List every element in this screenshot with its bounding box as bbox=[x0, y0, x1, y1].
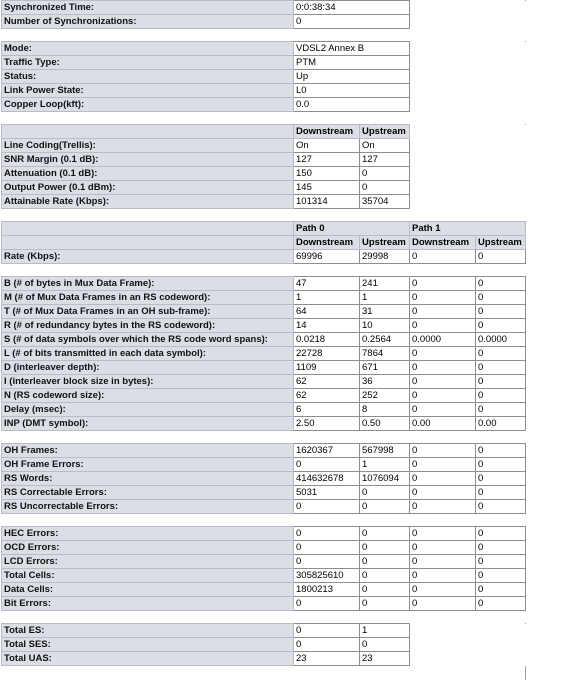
empty-cell bbox=[410, 167, 476, 181]
stat-value: 1109 bbox=[294, 361, 360, 375]
stat-row-copper-loop bbox=[2, 98, 526, 112]
stat-value: 62 bbox=[294, 389, 360, 403]
stat-label: OCD Errors: bbox=[2, 541, 294, 555]
stat-value: 0 bbox=[294, 458, 360, 472]
separator-cell bbox=[2, 112, 526, 125]
stat-value: 0 bbox=[410, 569, 476, 583]
stat-row-total-cells bbox=[2, 569, 526, 583]
stat-label: M (# of Mux Data Frames in an RS codeword): bbox=[2, 291, 294, 305]
stat-value: 0 bbox=[476, 250, 526, 264]
stat-row-total-uas bbox=[2, 652, 526, 666]
stat-value: 0 bbox=[476, 305, 526, 319]
stat-value: 145 bbox=[294, 181, 360, 195]
stat-value: 0 bbox=[476, 403, 526, 417]
stat-value: 0 bbox=[410, 347, 476, 361]
stat-value: 0 bbox=[410, 583, 476, 597]
stat-label: S (# of data symbols over which the RS code word spans): bbox=[2, 333, 294, 347]
stat-row-r bbox=[2, 319, 526, 333]
stat-row-mode bbox=[2, 42, 526, 56]
stat-value: 69996 bbox=[294, 250, 360, 264]
stat-value: 414632678 bbox=[294, 472, 360, 486]
upstream-header: Upstream bbox=[360, 236, 410, 250]
downstream-header: Downstream bbox=[410, 236, 476, 250]
section-separator bbox=[2, 514, 526, 527]
stat-value: Up bbox=[294, 70, 410, 84]
stat-value: 305825610 bbox=[294, 569, 360, 583]
stat-value: 0 bbox=[410, 305, 476, 319]
stat-value: 1 bbox=[294, 291, 360, 305]
empty-cell bbox=[410, 84, 526, 98]
stat-value: 0 bbox=[476, 444, 526, 458]
section-separator bbox=[2, 209, 526, 222]
stat-value: 127 bbox=[360, 153, 410, 167]
stat-value: 0 bbox=[410, 486, 476, 500]
empty-cell bbox=[410, 70, 526, 84]
stat-label: Traffic Type: bbox=[2, 56, 294, 70]
separator-cell bbox=[2, 514, 526, 527]
path-header-row bbox=[2, 222, 526, 236]
stat-value: 0 bbox=[294, 624, 360, 638]
stat-value: 0 bbox=[294, 638, 360, 652]
downstream-header: Downstream bbox=[294, 236, 360, 250]
downstream-header: Downstream bbox=[294, 125, 360, 139]
stat-value: 0 bbox=[360, 527, 410, 541]
stat-value: 29998 bbox=[360, 250, 410, 264]
empty-cell bbox=[410, 652, 476, 666]
stat-row-synchronized-time bbox=[2, 1, 526, 15]
empty-cell bbox=[476, 139, 526, 153]
path-0-header: Path 0 bbox=[294, 222, 410, 236]
section-separator bbox=[2, 431, 526, 444]
stat-label: R (# of redundancy bytes in the RS codeword): bbox=[2, 319, 294, 333]
stat-row-inp bbox=[2, 417, 526, 431]
path-1-header: Path 1 bbox=[410, 222, 526, 236]
stat-row-oh-frame-errors bbox=[2, 458, 526, 472]
separator-cell bbox=[2, 264, 526, 277]
stat-label: Line Coding(Trellis): bbox=[2, 139, 294, 153]
stat-value: 1620367 bbox=[294, 444, 360, 458]
stat-label: Attainable Rate (Kbps): bbox=[2, 195, 294, 209]
stat-label: Number of Synchronizations: bbox=[2, 15, 294, 29]
stat-row-attenuation bbox=[2, 167, 526, 181]
stat-value: 0.00 bbox=[476, 417, 526, 431]
stat-value: 0 bbox=[294, 541, 360, 555]
stat-value: 22728 bbox=[294, 347, 360, 361]
stat-row-delay bbox=[2, 403, 526, 417]
stat-label: Rate (Kbps): bbox=[2, 250, 294, 264]
stat-row-t bbox=[2, 305, 526, 319]
stat-row-number-of-synchronizations bbox=[2, 15, 526, 29]
stat-row-b bbox=[2, 277, 526, 291]
stat-value: 0.2564 bbox=[360, 333, 410, 347]
separator-cell bbox=[2, 611, 526, 624]
upstream-header: Upstream bbox=[360, 125, 410, 139]
empty-cell bbox=[476, 167, 526, 181]
direction-header-row bbox=[2, 236, 526, 250]
stat-row-rs-uncorrectable-errors bbox=[2, 500, 526, 514]
stat-label: Bit Errors: bbox=[2, 597, 294, 611]
empty-cell bbox=[410, 195, 476, 209]
stat-value: 35704 bbox=[360, 195, 410, 209]
stat-value: 0 bbox=[476, 458, 526, 472]
stat-value: 0 bbox=[410, 555, 476, 569]
stat-label: LCD Errors: bbox=[2, 555, 294, 569]
stat-row-output-power bbox=[2, 181, 526, 195]
stat-value: 0 bbox=[294, 15, 410, 29]
stat-label: I (interleaver block size in bytes): bbox=[2, 375, 294, 389]
stat-label: Total SES: bbox=[2, 638, 294, 652]
stat-row-oh-frames bbox=[2, 444, 526, 458]
stat-value: 0 bbox=[476, 277, 526, 291]
stat-value: 0 bbox=[476, 389, 526, 403]
header-label-cell bbox=[2, 222, 294, 236]
stat-value: 0 bbox=[410, 472, 476, 486]
stat-value: 0 bbox=[410, 527, 476, 541]
empty-cell bbox=[410, 1, 526, 15]
stat-value: 23 bbox=[360, 652, 410, 666]
stat-value: 1800213 bbox=[294, 583, 360, 597]
stat-value: 0.0 bbox=[294, 98, 410, 112]
stat-row-data-cells bbox=[2, 583, 526, 597]
stat-label: Attenuation (0.1 dB): bbox=[2, 167, 294, 181]
stat-value: 47 bbox=[294, 277, 360, 291]
empty-cell bbox=[410, 181, 476, 195]
stat-label: Total Cells: bbox=[2, 569, 294, 583]
stat-value: 0 bbox=[294, 527, 360, 541]
stat-value: 5031 bbox=[294, 486, 360, 500]
stat-row-n bbox=[2, 389, 526, 403]
empty-cell bbox=[476, 181, 526, 195]
header-label-cell bbox=[2, 125, 294, 139]
stat-label: RS Uncorrectable Errors: bbox=[2, 500, 294, 514]
stat-label: INP (DMT symbol): bbox=[2, 417, 294, 431]
stat-row-lcd-errors bbox=[2, 555, 526, 569]
stat-value: 2.50 bbox=[294, 417, 360, 431]
stat-value: 31 bbox=[360, 305, 410, 319]
stat-row-hec-errors bbox=[2, 527, 526, 541]
stat-label: L (# of bits transmitted in each data symbol): bbox=[2, 347, 294, 361]
stat-value: 0 bbox=[410, 541, 476, 555]
stat-value: 62 bbox=[294, 375, 360, 389]
stat-label: D (interleaver depth): bbox=[2, 361, 294, 375]
stat-label: HEC Errors: bbox=[2, 527, 294, 541]
stat-label: T (# of Mux Data Frames in an OH sub-frame): bbox=[2, 305, 294, 319]
stat-label: Synchronized Time: bbox=[2, 1, 294, 15]
stat-value: 0.00 bbox=[410, 417, 476, 431]
stat-value: 0 bbox=[476, 541, 526, 555]
empty-cell bbox=[410, 125, 476, 139]
stat-value: 0 bbox=[476, 569, 526, 583]
stat-value: 0 bbox=[476, 555, 526, 569]
stat-value: 0 bbox=[476, 597, 526, 611]
empty-cell bbox=[476, 153, 526, 167]
stat-value: 0 bbox=[410, 403, 476, 417]
dsl-statistics-table bbox=[1, 0, 526, 666]
stat-row-traffic-type bbox=[2, 56, 526, 70]
stat-value: 8 bbox=[360, 403, 410, 417]
stat-value: 0 bbox=[410, 277, 476, 291]
stat-value: 0:0:38:34 bbox=[294, 1, 410, 15]
stat-value: 0 bbox=[410, 375, 476, 389]
stat-label: Data Cells: bbox=[2, 583, 294, 597]
stat-value: 0 bbox=[476, 583, 526, 597]
stat-label: Mode: bbox=[2, 42, 294, 56]
stat-row-status bbox=[2, 70, 526, 84]
stat-value: 0 bbox=[410, 291, 476, 305]
stat-value: On bbox=[360, 139, 410, 153]
empty-cell bbox=[410, 42, 526, 56]
empty-cell bbox=[476, 125, 526, 139]
stat-row-total-ses bbox=[2, 638, 526, 652]
stat-row-bit-errors bbox=[2, 597, 526, 611]
stat-label: RS Correctable Errors: bbox=[2, 486, 294, 500]
separator-cell bbox=[2, 29, 526, 42]
stat-value: 0 bbox=[410, 319, 476, 333]
stat-value: 0 bbox=[476, 375, 526, 389]
stat-value: 252 bbox=[360, 389, 410, 403]
stat-label: Status: bbox=[2, 70, 294, 84]
separator-cell bbox=[2, 209, 526, 222]
stat-value: 0 bbox=[476, 347, 526, 361]
empty-cell bbox=[410, 624, 476, 638]
section-separator bbox=[2, 29, 526, 42]
stat-row-m bbox=[2, 291, 526, 305]
direction-header-row bbox=[2, 125, 526, 139]
stat-value: 0 bbox=[294, 500, 360, 514]
stat-row-i bbox=[2, 375, 526, 389]
empty-cell bbox=[476, 638, 526, 652]
stat-value: 7864 bbox=[360, 347, 410, 361]
stat-value: 0.0218 bbox=[294, 333, 360, 347]
stat-value: 0 bbox=[360, 181, 410, 195]
stat-value: 0 bbox=[360, 555, 410, 569]
stat-value: 101314 bbox=[294, 195, 360, 209]
empty-cell bbox=[476, 652, 526, 666]
stat-label: Delay (msec): bbox=[2, 403, 294, 417]
stat-row-attainable-rate bbox=[2, 195, 526, 209]
stat-value: L0 bbox=[294, 84, 410, 98]
stat-value: 127 bbox=[294, 153, 360, 167]
stat-value: 14 bbox=[294, 319, 360, 333]
stat-row-rs-correctable-errors bbox=[2, 486, 526, 500]
stat-value: 1076094 bbox=[360, 472, 410, 486]
stat-label: Total UAS: bbox=[2, 652, 294, 666]
stat-value: 0 bbox=[294, 555, 360, 569]
stat-label: Copper Loop(kft): bbox=[2, 98, 294, 112]
stat-value: 0 bbox=[410, 444, 476, 458]
stat-value: 64 bbox=[294, 305, 360, 319]
stat-value: 0 bbox=[360, 500, 410, 514]
stat-row-ocd-errors bbox=[2, 541, 526, 555]
stat-value: 150 bbox=[294, 167, 360, 181]
stat-value: 36 bbox=[360, 375, 410, 389]
stat-label: Total ES: bbox=[2, 624, 294, 638]
stat-value: 0.0000 bbox=[410, 333, 476, 347]
section-separator bbox=[2, 264, 526, 277]
stat-value: 0 bbox=[360, 569, 410, 583]
stat-value: 0 bbox=[410, 458, 476, 472]
stat-value: 0 bbox=[476, 291, 526, 305]
empty-cell bbox=[410, 153, 476, 167]
section-separator bbox=[2, 611, 526, 624]
stat-value: 0.50 bbox=[360, 417, 410, 431]
stat-value: 1 bbox=[360, 624, 410, 638]
stat-value: 0 bbox=[476, 472, 526, 486]
stat-value: 0 bbox=[410, 361, 476, 375]
stat-row-rate bbox=[2, 250, 526, 264]
stat-row-d bbox=[2, 361, 526, 375]
stat-value: 0 bbox=[360, 541, 410, 555]
stat-value: PTM bbox=[294, 56, 410, 70]
empty-cell bbox=[476, 624, 526, 638]
stat-value: 0 bbox=[476, 361, 526, 375]
stat-value: 1 bbox=[360, 291, 410, 305]
stat-label: SNR Margin (0.1 dB): bbox=[2, 153, 294, 167]
empty-cell bbox=[410, 56, 526, 70]
stat-label: OH Frames: bbox=[2, 444, 294, 458]
stat-row-snr-margin bbox=[2, 153, 526, 167]
stat-label: N (RS codeword size): bbox=[2, 389, 294, 403]
empty-cell bbox=[476, 195, 526, 209]
stat-value: 0 bbox=[410, 500, 476, 514]
stat-value: 567998 bbox=[360, 444, 410, 458]
stat-value: 1 bbox=[360, 458, 410, 472]
stat-value: 0 bbox=[410, 250, 476, 264]
stat-value: On bbox=[294, 139, 360, 153]
stat-value: 23 bbox=[294, 652, 360, 666]
stat-row-rs-words bbox=[2, 472, 526, 486]
stat-label: B (# of bytes in Mux Data Frame): bbox=[2, 277, 294, 291]
stat-value: 0 bbox=[476, 500, 526, 514]
stat-label: OH Frame Errors: bbox=[2, 458, 294, 472]
stat-value: 0 bbox=[410, 389, 476, 403]
stat-value: VDSL2 Annex B bbox=[294, 42, 410, 56]
stat-value: 0 bbox=[360, 597, 410, 611]
stat-value: 0 bbox=[476, 319, 526, 333]
stat-value: 0 bbox=[360, 638, 410, 652]
stat-value: 10 bbox=[360, 319, 410, 333]
stat-value: 0 bbox=[410, 597, 476, 611]
stat-value: 6 bbox=[294, 403, 360, 417]
section-separator bbox=[2, 112, 526, 125]
stat-row-link-power-state bbox=[2, 84, 526, 98]
stat-row-l bbox=[2, 347, 526, 361]
upstream-header: Upstream bbox=[476, 236, 526, 250]
stat-value: 0.0000 bbox=[476, 333, 526, 347]
stat-value: 0 bbox=[476, 527, 526, 541]
stat-value: 0 bbox=[294, 597, 360, 611]
stat-value: 0 bbox=[476, 486, 526, 500]
separator-cell bbox=[2, 431, 526, 444]
stat-value: 0 bbox=[360, 167, 410, 181]
stat-value: 0 bbox=[360, 486, 410, 500]
stat-label: Output Power (0.1 dBm): bbox=[2, 181, 294, 195]
empty-cell bbox=[410, 638, 476, 652]
stat-row-total-es bbox=[2, 624, 526, 638]
stat-value: 671 bbox=[360, 361, 410, 375]
stat-label: RS Words: bbox=[2, 472, 294, 486]
empty-cell bbox=[410, 139, 476, 153]
stat-row-s bbox=[2, 333, 526, 347]
empty-cell bbox=[410, 98, 526, 112]
stat-value: 241 bbox=[360, 277, 410, 291]
stat-label: Link Power State: bbox=[2, 84, 294, 98]
empty-cell bbox=[410, 15, 526, 29]
header-label-cell bbox=[2, 236, 294, 250]
stat-value: 0 bbox=[360, 583, 410, 597]
stat-row-line-coding bbox=[2, 139, 526, 153]
